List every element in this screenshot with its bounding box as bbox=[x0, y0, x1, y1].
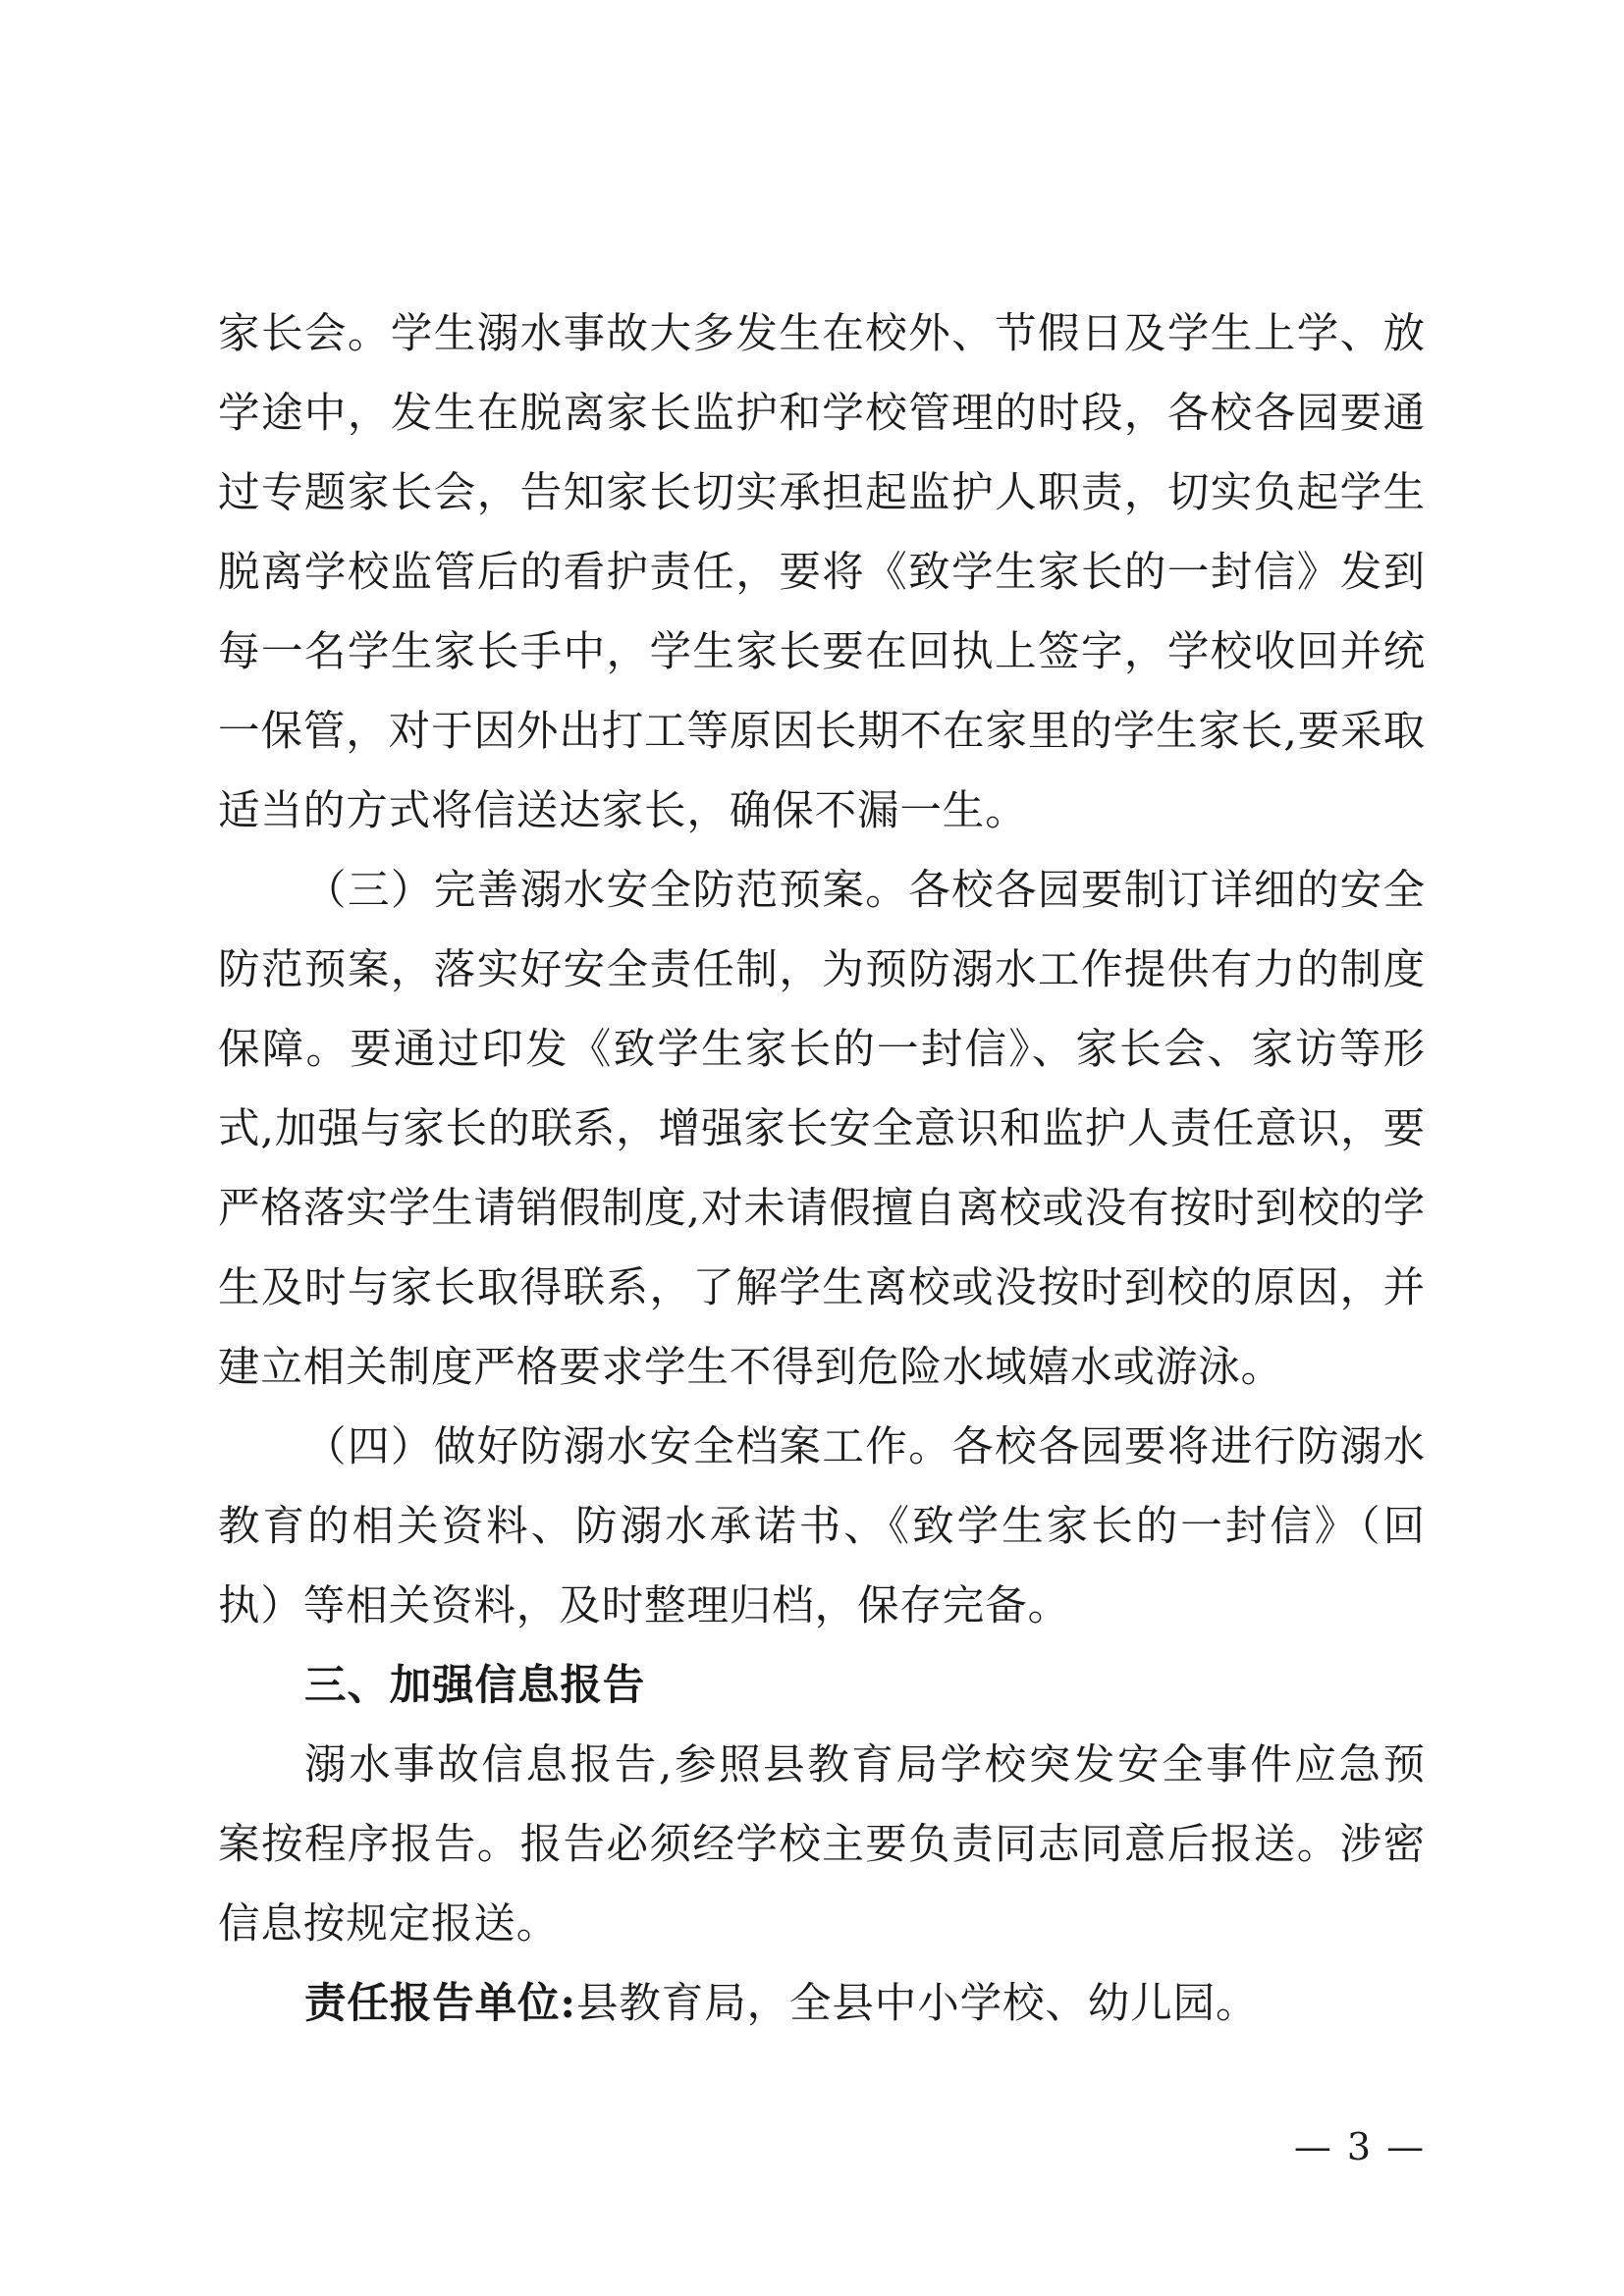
page-number: — 3 — bbox=[1293, 2125, 1427, 2168]
paragraph-responsible-units bbox=[218, 1964, 1426, 2044]
paragraph-prevention-plan: （三）完善溺水安全防范预案。各校各园要制订详细的安全防范预案，落实好安全责任制，为预防溺水工作提供有力的制度保障。要通过印发《致学生家长的一封信》、家长会、家访等形式,加强与家长的联系，增强家长安全意识和监护人责任意识，要严格落实学生请销假制度,对未请假擅自离校或没有按时到校的学生及时与家长取得联系，了解学生离校或没按时到校的原因，并建立相关制度严格要求学生不得到危险水域嬉水或游泳。 bbox=[218, 867, 1426, 1392]
paragraph-report-procedure: 溺水事故信息报告,参照县教育局学校突发安全事件应急预案按程序报告。报告必须经学校主要负责同志同意后报送。涉密信息按规定报送。 bbox=[218, 1741, 1426, 1949]
responsible-units-label: 责任报告单位: bbox=[304, 1979, 576, 2028]
document-body bbox=[218, 294, 1426, 2044]
responsible-units-text: 县教育局，全县中小学校、幼儿园。 bbox=[576, 1980, 1259, 2028]
section-heading-information-report: 三、加强信息报告 bbox=[304, 1662, 646, 1710]
paragraph-parent-meeting: 家长会。学生溺水事故大多发生在校外、节假日及学生上学、放学途中，发生在脱离家长监护和学校管理的时段，各校各园要通过专题家长会，告知家长切实承担起监护人职责，切实负起学生脱离学校监管后的看护责任，要将《致学生家长的一封信》发到每一名学生家长手中，学生家长要在回执上签字，学校收回并统一保管，对于因外出打工等原因长期不在家里的学生家长,要采取适当的方式将信送达家长，确保不漏一生。 bbox=[218, 310, 1426, 835]
paragraph-safety-archive: （四）做好防溺水安全档案工作。各校各园要将进行防溺水教育的相关资料、防溺水承诺书、《致学生家长的一封信》（回执）等相关资料，及时整理归档，保存完备。 bbox=[218, 1423, 1426, 1630]
